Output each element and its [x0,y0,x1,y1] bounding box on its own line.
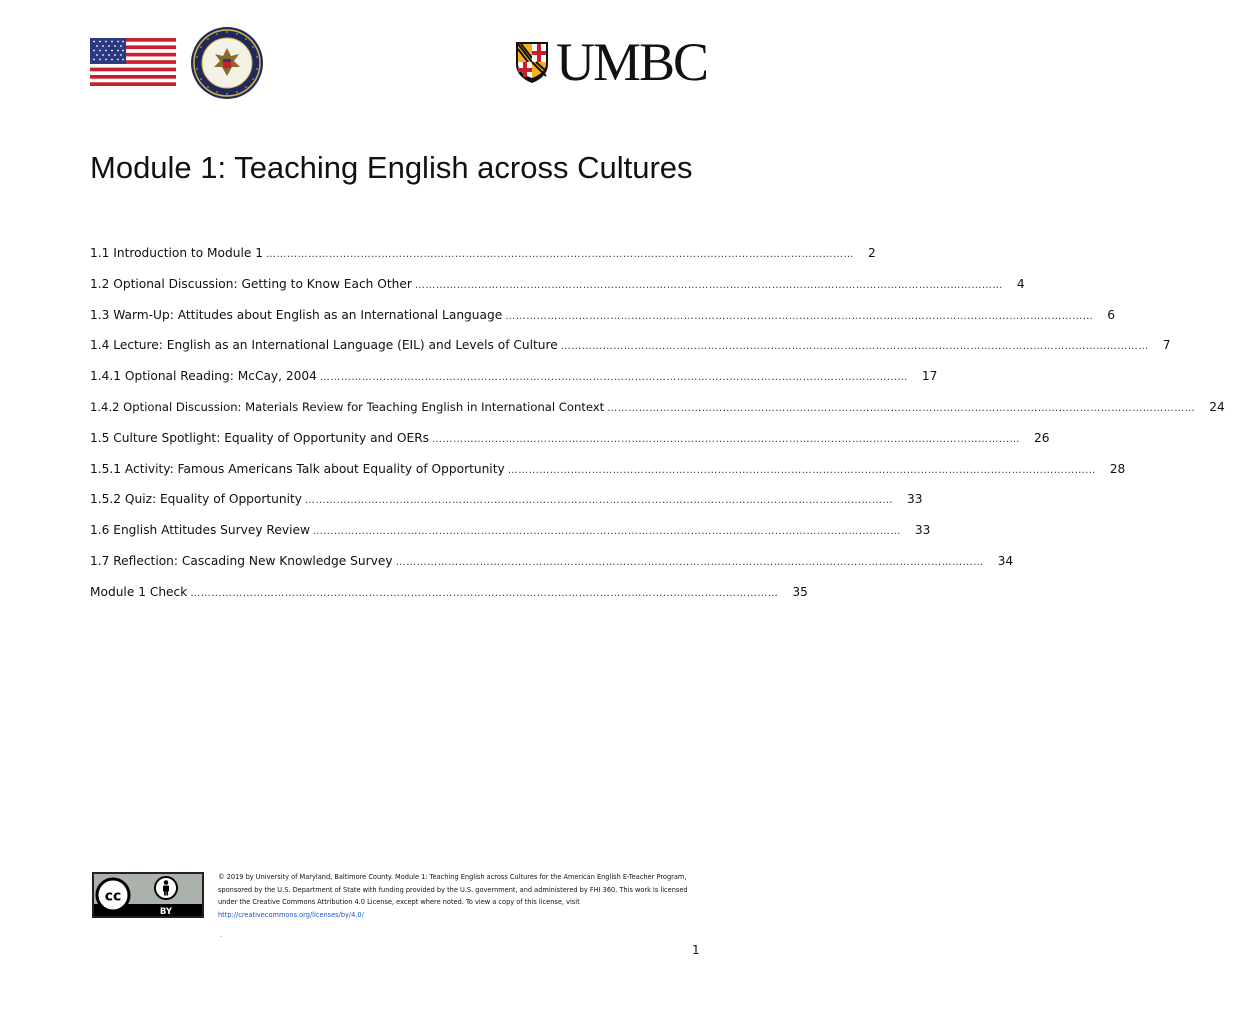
toc-entry-page: 17 [921,369,938,384]
toc-entry-1-5[interactable] [90,430,1050,462]
toc-entry-1-6[interactable] [90,523,931,554]
toc-entry-label: Module 1 Check [90,584,188,599]
page-title: Module 1: Teaching English across Cultures [90,150,693,185]
toc-entry-1-1[interactable] [90,246,876,277]
svg-text:cc: cc [104,888,122,905]
department-of-state-seal-icon [190,26,264,100]
toc-entry-page: 35 [792,584,808,599]
table-of-contents [90,246,1225,616]
toc-entry-1-2[interactable] [90,276,1025,308]
toc-entry-label: 1.5.1 Activity: Famous Americans Talk about Equality of Opportunity [90,461,505,476]
toc-entry-label: 1.6 English Attitudes Survey Review [90,523,310,538]
toc-leader-dots: …………………………………………………………………………………………………………………………………………………… [319,372,908,384]
us-flag-icon [90,38,176,86]
toc-leader-dots: …………………………………………………………………………………………………………………………………………………… [414,279,1003,291]
license-link[interactable]: http://creativecommons.org/licenses/by/4.0/ [218,910,364,919]
toc-entry-label: 1.5 Culture Spotlight: Equality of Opportunity and OERs [90,430,430,445]
toc-entry-page: 6 [1107,307,1115,322]
toc-entry-page: 26 [1034,430,1050,445]
toc-leader-dots: …………………………………………………………………………………………………………………………………………………… [266,249,854,260]
toc-entry-label: 1.1 Introduction to Module 1 [90,246,263,260]
toc-entry-label: 1.4 Lecture: English as an International Language (EIL) and Levels of Culture [90,338,558,353]
toc-leader-dots: …………………………………………………………………………………………………………………………………………………… [560,341,1149,353]
toc-leader-dots: …………………………………………………………………………………………………………………………………………………… [395,556,984,568]
toc-leader-dots: …………………………………………………………………………………………………………………………………………………… [312,526,901,538]
toc-entry-module-check[interactable] [90,584,808,616]
toc-entry-page: 33 [907,492,923,507]
toc-entry-label: 1.5.2 Quiz: Equality of Opportunity [90,492,302,507]
toc-entry-page: 34 [997,553,1014,568]
toc-entry-page: 24 [1209,399,1225,414]
toc-entry-1-5-1[interactable] [90,461,1126,493]
toc-entry-1-3[interactable] [90,307,1115,339]
toc-leader-dots: …………………………………………………………………………………………………………………………………………………… [507,464,1096,476]
toc-entry-1-4-2[interactable] [90,399,1225,431]
toc-entry-page: 2 [868,246,876,260]
page-number: 1 [692,943,700,957]
toc-leader-dots: …………………………………………………………………………………………………………………………………………………… [190,587,779,599]
stray-dot: . [220,932,222,939]
toc-leader-dots: …………………………………………………………………………………………………………………………………………………… [432,433,1021,445]
toc-entry-page: 33 [914,523,931,538]
toc-entry-page: 28 [1109,461,1126,476]
license-text: © 2019 by University of Maryland, Baltimore County. Module 1: Teaching English across Cultures for the American English E-Teacher Program, sponsored by the U.S. Department of State with funding provided by the U.S. government, and administered by FHI 360. This work is licensed under the Creative Commons Attribution 4.0 License, except where noted. To view a copy of this license, visit [218,873,688,907]
umbc-shield-icon [514,40,550,84]
toc-entry-label: 1.4.2 Optional Discussion: Materials Review for Teaching English in International Context [90,399,605,414]
toc-leader-dots: …………………………………………………………………………………………………………………………………………………… [607,402,1196,414]
toc-entry-1-7[interactable] [90,553,1014,585]
toc-entry-1-4[interactable] [90,338,1171,369]
umbc-logo-text: UMBC [556,32,708,92]
toc-leader-dots: …………………………………………………………………………………………………………………………………………………… [505,310,1094,322]
toc-entry-label: 1.4.1 Optional Reading: McCay, 2004 [90,369,317,384]
toc-leader-dots: …………………………………………………………………………………………………………………………………………………… [305,495,893,507]
toc-entry-label: 1.3 Warm-Up: Attitudes about English as an International Language [90,307,503,322]
toc-entry-label: 1.2 Optional Discussion: Getting to Know Each Other [90,276,412,291]
toc-entry-label: 1.7 Reflection: Cascading New Knowledge Survey [90,553,393,568]
creative-commons-badge [92,872,204,918]
toc-entry-1-5-2[interactable] [90,492,923,523]
toc-entry-1-4-1[interactable] [90,369,938,400]
cc-by-label: BY [159,907,173,917]
license-notice [218,871,698,921]
toc-entry-page: 7 [1162,338,1171,353]
toc-entry-page: 4 [1016,276,1025,291]
